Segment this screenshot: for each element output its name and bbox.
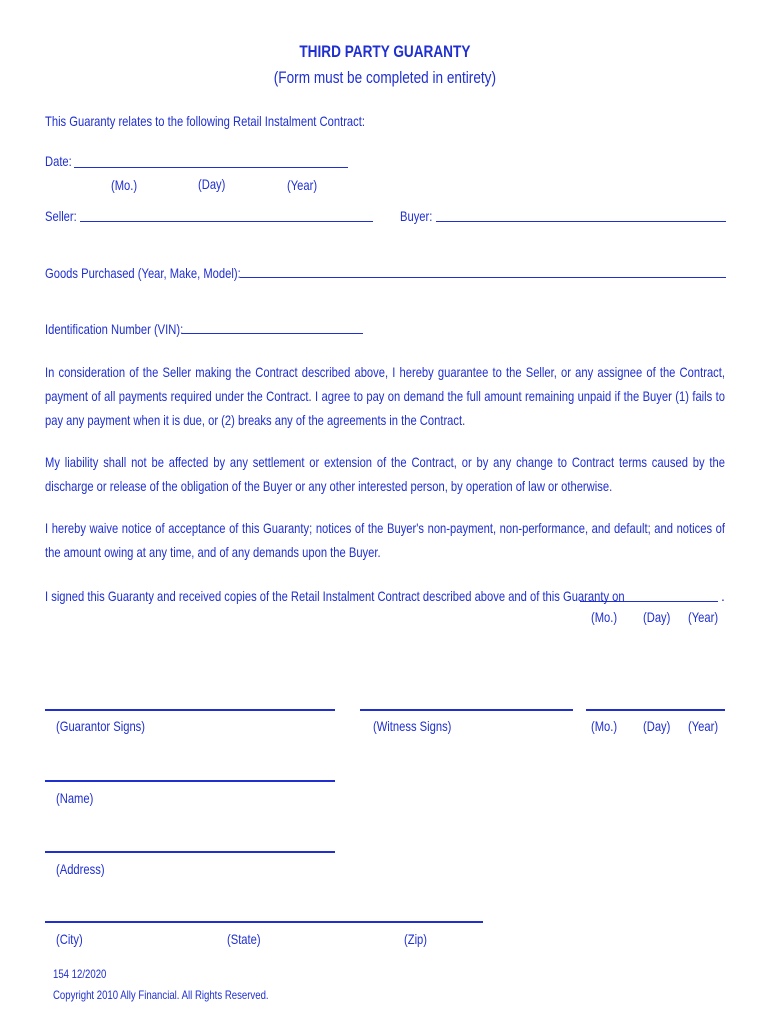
goods-label: Goods Purchased (Year, Make, Model): [45,265,241,281]
paragraph-liability: My liability shall not be affected by any settlement or extension of the Contract, or by any change to Contract terms caused by the discharge or release of the obligation of the Buyer or any other interested person, by operation of law or otherwise. [45,454,725,494]
form-number: 154 12/2020 [53,967,107,981]
seller-field[interactable] [80,221,373,222]
goods-field[interactable] [240,277,726,278]
signature-mo-caption: (Mo.) [591,718,618,734]
signature-day-caption: (Day) [643,718,671,734]
signature-year-caption: (Year) [688,718,719,734]
copyright-notice: Copyright 2010 Ally Financial. All Rights Reserved. [53,988,269,1002]
date-day-caption: (Day) [198,176,226,192]
city-state-zip-field[interactable] [45,921,483,923]
paragraph-waiver: I hereby waive notice of acceptance of this Guaranty; notices of the Buyer's non-payment, non-performance, and default; and notices of the amount owing at any time, and of any demands upon the Buyer. [45,520,725,560]
vin-label: Identification Number (VIN): [45,321,184,337]
vin-field[interactable] [182,333,363,334]
paragraph-guarantee: In consideration of the Seller making the Contract described above, I hereby guarantee to the Seller, or any assignee of the Contract, payment of all payments required under the Contract. I agree to pay on demand the full amount remaining unpaid if the Buyer (1) fails to pay any payment when it is due, or (2) breaks any of the agreements in the Contract. [45,364,725,428]
date-field[interactable] [74,167,348,168]
signed-year-caption: (Year) [688,609,719,625]
form-subtitle: (Form must be completed in entirety) [273,68,497,87]
guarantor-signs-caption: (Guarantor Signs) [56,718,146,734]
signed-statement-text: I signed this Guaranty and received copies of the Retail Instalment Contract described above and of this Guaranty on [45,588,625,604]
guarantor-signature-field[interactable] [45,709,335,711]
witness-signature-field[interactable] [360,709,573,711]
signed-statement-period: . [721,588,725,604]
date-label: Date: [45,153,72,169]
zip-caption: (Zip) [404,931,428,947]
seller-label: Seller: [45,208,77,224]
buyer-field[interactable] [436,221,726,222]
address-field[interactable] [45,851,335,853]
date-year-caption: (Year) [287,177,318,193]
buyer-label: Buyer: [400,208,433,224]
signed-day-caption: (Day) [643,609,671,625]
state-caption: (State) [227,931,261,947]
name-field[interactable] [45,780,335,782]
city-caption: (City) [56,931,83,947]
witness-signs-caption: (Witness Signs) [373,718,452,734]
signature-date-field[interactable] [586,709,725,711]
name-caption: (Name) [56,790,94,806]
form-title: THIRD PARTY GUARANTY [299,42,471,61]
address-caption: (Address) [56,861,105,877]
date-mo-caption: (Mo.) [111,177,138,193]
signed-date-field[interactable] [580,601,718,602]
signed-mo-caption: (Mo.) [591,609,618,625]
intro-text: This Guaranty relates to the following Retail Instalment Contract: [45,113,365,129]
